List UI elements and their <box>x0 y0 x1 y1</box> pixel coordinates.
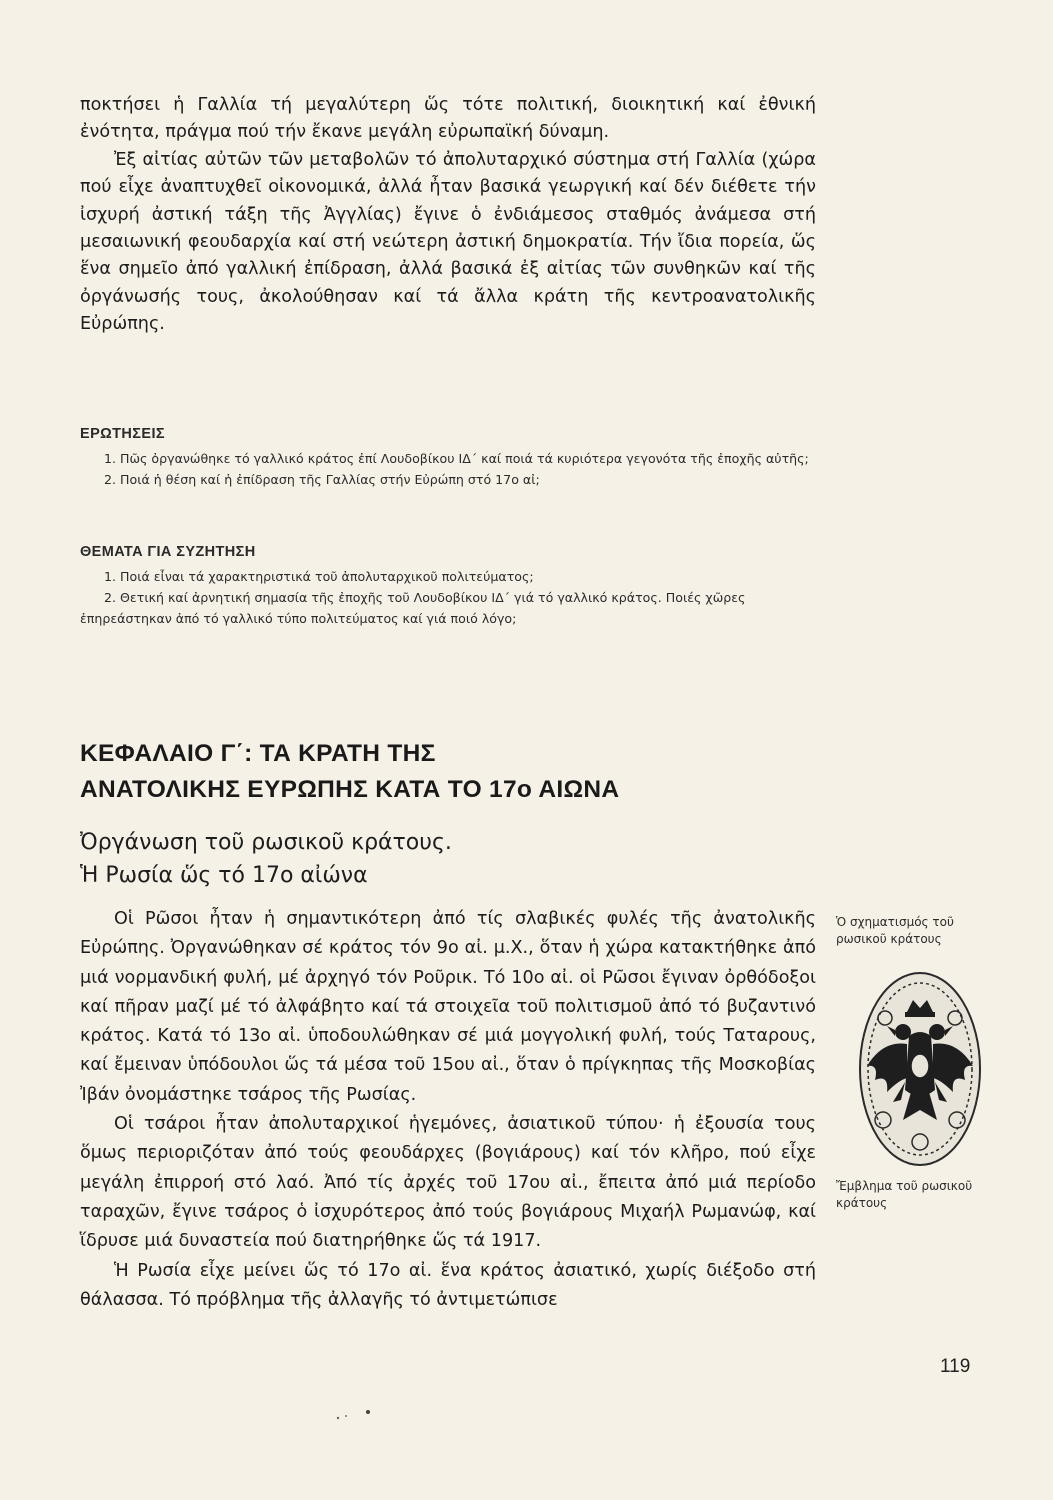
page-number: 119 <box>940 1356 971 1377</box>
questions-section <box>80 426 816 490</box>
body-paragraph-1: Οἱ Ρῶσοι ἦταν ἡ σημαντικότερη ἀπό τίς σλαβικές φυλές τῆς ἀνατολικῆς Εὐρώπης. Ὀργανώθηκαν σέ κράτος τόν 9ο αἰ. μ.Χ., ὅταν ἡ χώρα κατακτήθηκε ἀπό μιά νορμανδική φυλή, μέ ἀρχηγό τόν Ροῦρικ. Τό 10ο αἰ. οἱ Ρῶσοι ἔγιναν ὀρθόδοξοι καί πῆραν μαζί μέ τό ἀλφάβητο καί τά στοιχεῖα τοῦ πολιτισμοῦ ἀπό τό βυζαντινό κράτος. Κατά τό 13ο αἰ. ὑποδουλώθηκαν σέ μιά μογγολική φυλή, τούς Ταταρους, καί ἔμειναν ὑπόδουλοι ὥς τά μέσα τοῦ 15ου αἰ., ὅταν ὁ πρίγκηπας τῆς Μοσκοβίας Ἰβάν ὀνομάστηκε τσάρος τῆς Ρωσίας. <box>80 909 816 1105</box>
intro-paragraph-1: ποκτήσει ἡ Γαλλία τή μεγαλύτερη ὥς τότε πολιτική, διοικητική καί ἐθνική ἐνότητα, πράγμα πού τήν ἔκανε μεγάλη εὐρωπαϊκή δύναμη. <box>80 95 816 143</box>
body-paragraph-2: Οἱ τσάροι ἦταν ἀπολυταρχικοί ἡγεμόνες, ἀσιατικοῦ τύπου· ἡ ἐξουσία τους ὅμως περιοριζόταν ἀπό τούς φεουδάρχες (βογιάρους) καί τόν κλῆρο, πού εἶχε μεγάλη ἐπιρροή στό λαό. Ἀπό τίς ἀρχές τοῦ 17ου αἰ., ἔπειτα ἀπό μιά περίοδο ταραχῶν, ἔγινε τσάρος ὁ ἰσχυρότερος ἀπό τούς βογιάρους Μιχαήλ Ρωμανώφ, καί ἵδρυσε μιά δυναστεία πού διατηρήθηκε ὥς τά 1917. <box>80 1114 816 1252</box>
section-title-line-2: Ἡ Ρωσία ὥς τό 17ο αἰώνα <box>80 863 368 888</box>
margin-caption-emblem: Ἔμβλημα τοῦ ρωσικοῦ κράτους <box>836 1179 973 1210</box>
topics-section <box>80 544 816 629</box>
questions-title: ΕΡΩΤΗΣΕΙΣ <box>80 426 165 442</box>
topic-item: 1. Ποιά εἶναι τά χαρακτηριστικά τοῦ ἀπολυταρχικοῦ πολιτεύματος; <box>104 569 534 584</box>
ink-specks <box>330 1404 370 1424</box>
chapter-title-line-2: ΑΝΑΤΟΛΙΚΗΣ ΕΥΡΩΠΗΣ ΚΑΤΑ ΤΟ 17ο ΑΙΩΝΑ <box>80 776 620 803</box>
double-headed-eagle-icon <box>845 970 995 1168</box>
question-item: 1. Πῶς ὀργανώθηκε τό γαλλικό κράτος ἐπί Λουδοβίκου ΙΔ΄ καί ποιά τά κυριότερα γεγονότα τῆς ἐποχῆς αὐτῆς; <box>104 451 809 466</box>
body-paragraph-3: Ἡ Ρωσία εἶχε μείνει ὥς τό 17ο αἰ. ἕνα κράτος ἀσιατικό, χωρίς διέξοδο στή θάλασσα. Τό πρόβλημα τῆς ἀλλαγῆς τό ἀντιμετώπισε <box>80 1260 816 1310</box>
margin-caption-formation: Ὁ σχηματισμός τοῦ ρωσικοῦ κράτους <box>836 915 954 946</box>
intro-paragraph-2: Ἐξ αἰτίας αὐτῶν τῶν μεταβολῶν τό ἀπολυταρχικό σύστημα στή Γαλλία (χώρα πού εἶχε ἀναπτυχθεῖ οἰκονομικά, ἀλλά ἦταν βασικά γεωργική καί δέν διέθετε τήν ἰσχυρή ἀστική τάξη τῆς Ἀγγλίας) ἔγινε ὁ ἐνδιάμεσος σταθμός ἀνάμεσα στή μεσαιωνική φεουδαρχία καί στή νεώτερη ἀστική δημοκρατία. Τήν ἴδια πορεία, ὥς ἕνα σημεῖο ἀπό γαλλική ἐπίδραση, ἀλλά βασικά ἐξ αἰτίας τῶν συνθηκῶν καί τῆς ὀργάνωσής τους, ἀκολούθησαν καί τά ἄλλα κράτη τῆς κεντροανατολικῆς Εὐρώπης. <box>80 149 816 335</box>
chapter-title-line-1: ΚΕΦΑΛΑΙΟ Γ΄: ΤΑ ΚΡΑΤΗ ΤΗΣ <box>80 740 436 767</box>
topic-item: 2. Θετική καί ἀρνητική σημασία τῆς ἐποχῆς τοῦ Λουδοβίκου ΙΔ΄ γιά τό γαλλικό κράτος. Ποιές χῶρες ἐπηρεάστηκαν ἀπό τό γαλλικό τύπο πολιτεύματος καί γιά ποιό λόγο; <box>80 590 746 626</box>
section-heading <box>80 826 816 892</box>
chapter-heading <box>80 736 816 808</box>
section-title-line-1: Ὀργάνωση τοῦ ρωσικοῦ κράτους. <box>80 830 452 855</box>
question-item: 2. Ποιά ἡ θέση καί ἡ ἐπίδραση τῆς Γαλλίας στήν Εὐρώπη στό 17ο αἰ; <box>104 472 540 487</box>
body-text <box>80 905 816 1315</box>
intro-text <box>80 92 816 339</box>
topics-title: ΘΕΜΑΤΑ ΓΙΑ ΣΥΖΗΤΗΣΗ <box>80 544 256 560</box>
